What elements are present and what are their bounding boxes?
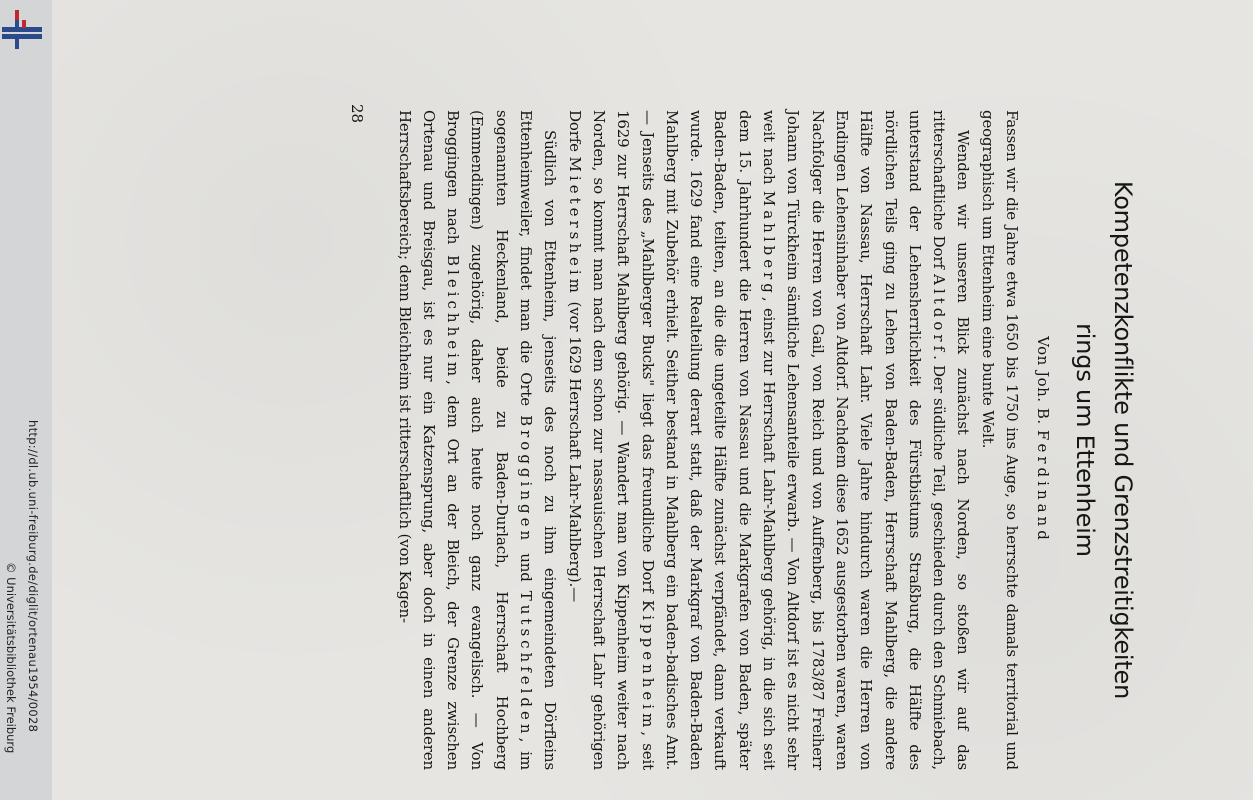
text-segment: Südlich von Ettenheim, jenseits des noch zu ihm eingemeindeten Dörfleins Ettenheimweiler, findet man die Orte — [517, 110, 560, 770]
copyright-notice: © Universitätsbibliothek Freiburg — [4, 562, 18, 754]
text-segment: und — [517, 544, 536, 591]
text-segment: (vor 1629 Herrschaft Lahr-Mahlberg).— — [565, 296, 584, 602]
author-prefix: Von Joh. B. — [1034, 336, 1052, 425]
page-number: 28 — [348, 104, 366, 124]
university-logo-icon — [2, 10, 42, 50]
viewer-margin — [0, 0, 52, 800]
author-byline — [1034, 110, 1052, 770]
place-name: Altdorf — [930, 274, 949, 356]
place-name: Bleichheim — [444, 255, 463, 381]
place-name: Kippenheim — [638, 600, 657, 732]
rotated-article — [182, 104, 1142, 771]
text-segment: , seit 1629 zur Herrschaft Mahlberg gehörig. — Wandert man von Kippenheim weiter nach Norden, so kommt man nach dem schon zur nassauischen Herrschaft Lahr gehörigen Dorfe — [565, 110, 657, 770]
text-segment: . Der südliche Teil, geschieden durch den Schmiebach, unterstand der Lehensherrlichkeit des Fürstbistums Straßburg, die Hälfte des nördlichen Teils ging zu Lehen von Baden-Baden, Herrschaft Mahlberg, die andere Hälfte von Nassau, Herrschaft Lahr. Viele Jahre hindurch waren die Herren von Endingen Lehensinhaber von Altdorf. Nachdem diese 1652 ausgestorben waren, waren Nachfolger die Herren von Gail, von Reich und von Auffenberg, bis 1783/87 Freiherr Johann von Türckheim sämtliche Lehensanteile erwarb. — Von Altdorf ist es nicht sehr weit nach — [760, 110, 949, 770]
source-url[interactable]: http://dl.ub.uni-freiburg.de/diglit/ortenau1954/0028 — [26, 420, 40, 733]
title-line-2: rings um Ettenheim — [1071, 323, 1099, 557]
text-segment: Fassen wir die Jahre etwa 1650 bis 1750 ins Auge, so herrschte damals territorial und geographisch um Ettenheim eine bunte Welt. — [978, 110, 1021, 770]
scanned-page — [52, 0, 1253, 800]
place-name: Tutschfelden — [517, 590, 536, 738]
text-segment: , dem Ort an der Bleich, der Grenze zwischen Ortenau und Breisgau, ist es nur ein Katzensprung, aber doch in einen anderen Herrschaftsbereich; denn Bleichheim ist ritterschaftlich (von Kagen- — [395, 110, 463, 771]
place-name: Mahlberg — [760, 190, 779, 297]
author-name: Ferdinand — [1034, 429, 1052, 544]
paragraph — [975, 110, 1024, 770]
article-body — [392, 110, 1024, 770]
text-segment: , einst zur Herrschaft Lahr-Mahlberg gehörig, in die sich seit dem 15. Jahrhundert die Herren von Nassau und die Markgrafen von Baden, später Baden-Baden, teilten, an die die ungeteilte Hälfte zunächst verpfändet, dann verkauft wurde. 1629 fand eine Realteilung derart statt, daß der Markgraf von Baden-Baden Mahlberg mit Zubehör erhielt. Seither bestand in Mahlberg ein baden-badisches Amt. — Jenseits des „Mahlberger Bucks" liegt das freundliche Dorf — [638, 110, 779, 770]
title-line-1: Kompetenzkonflikte und Grenzstreitigkeiten — [1109, 180, 1137, 700]
place-name: Broggingen — [517, 415, 536, 545]
place-name: Mietersheim — [565, 156, 584, 297]
paragraph — [562, 110, 975, 770]
article-title — [1066, 110, 1142, 770]
text-segment: , im sogenannten Heckenland, beide zu Baden-Durlach, Herrschaft Hochberg (Emmendingen) zugehörig, daher auch heute noch ganz evangelisch. — Von Broggingen nach — [444, 110, 536, 770]
text-segment: Wenden wir unseren Blick zunächst nach Norden, so stoßen wir auf das ritterschaftliche Dorf — [930, 110, 973, 770]
paragraph — [392, 110, 562, 770]
